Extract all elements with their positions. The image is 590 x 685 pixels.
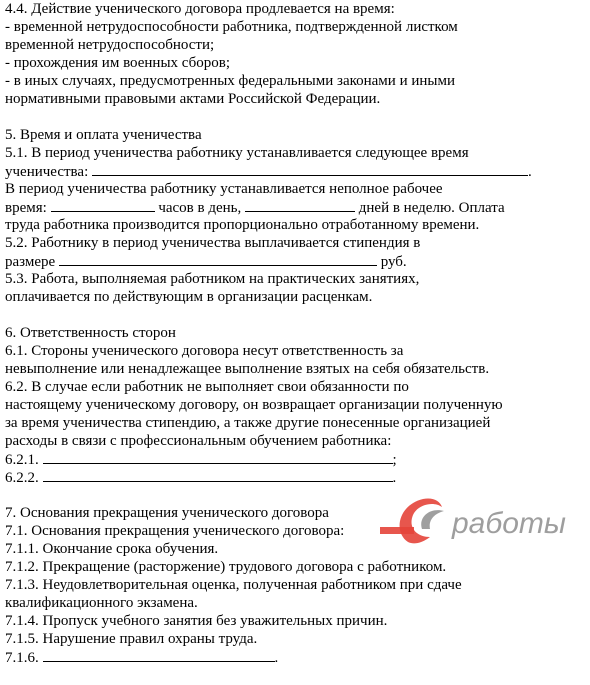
clause-7-1-3: 7.1.3. Неудовлетворительная оценка, полученная работником при сдаче: [5, 577, 462, 593]
clause-4-4-item-1: - временной нетрудоспособности работника, подтвержденной листком: [5, 19, 458, 35]
clause-5-1-label: ученичества:: [5, 164, 93, 180]
clause-6-2-1: [5, 450, 397, 468]
currency-label: руб.: [376, 254, 407, 270]
clause-4-4-item-3: - в иных случаях, предусмотренных федеральными законами и иными: [5, 73, 456, 89]
clause-6-2-line-3: за время ученичества стипендию, а также другие понесенные организацией: [5, 415, 491, 431]
blank-field-stipend-amount[interactable]: [59, 252, 377, 266]
clause-6-2-2: [5, 468, 396, 486]
days-label: дней в неделю. Оплата: [355, 200, 505, 216]
watermark-gray-arc: [421, 510, 444, 529]
clause-7-1-6: [5, 648, 278, 666]
clause-7-1-2: 7.1.2. Прекращение (расторжение) трудового договора с работником.: [5, 559, 447, 575]
time-label: время:: [5, 200, 51, 216]
hours-label: часов в день,: [154, 200, 245, 216]
clause-4-4: 4.4. Действие ученического договора продлевается на время:: [5, 1, 395, 17]
clause-7-1-6-end: .: [274, 650, 279, 666]
clause-7-1-4: 7.1.4. Пропуск учебного занятия без уважительных причин.: [5, 613, 388, 629]
section-6-heading: 6. Ответственность сторон: [5, 325, 176, 341]
blank-field-hours-per-day[interactable]: [51, 198, 155, 212]
section-5-heading: 5. Время и оплата ученичества: [5, 127, 202, 143]
clause-4-4-item-3-cont: нормативными правовыми актами Российской Федерации.: [5, 91, 381, 107]
amount-label: размере: [5, 254, 59, 270]
clause-5-1-part-time: В период ученичества работнику устанавливается неполное рабочее: [5, 181, 443, 197]
clause-6-1: 6.1. Стороны ученического договора несут ответственность за: [5, 343, 404, 359]
clause-5-2: 5.2. Работнику в период ученичества выплачивается стипендия в: [5, 235, 421, 251]
blank-field-6-2-1[interactable]: [43, 450, 393, 464]
clause-6-2-2-number: 6.2.2.: [5, 470, 43, 486]
clause-6-1-line-2: невыполнение или ненадлежащее выполнение взятых на себя обязательств.: [5, 361, 490, 377]
clause-5-3: 5.3. Работа, выполняемая работником на практических занятиях,: [5, 271, 420, 287]
clause-4-4-item-1-cont: временной нетрудоспособности;: [5, 37, 215, 53]
clause-5-3-line-2: оплачивается по действующим в организации расценкам.: [5, 289, 373, 305]
clause-5-1-part-time-line-2: [5, 198, 505, 216]
clause-7-1-6-number: 7.1.6.: [5, 650, 43, 666]
clause-5-2-line-2: [5, 252, 407, 270]
blank-field-study-time[interactable]: [92, 162, 528, 176]
clause-7-1-5: 7.1.5. Нарушение правил охраны труда.: [5, 631, 258, 647]
clause-7-1: 7.1. Основания прекращения ученического договора:: [5, 523, 345, 539]
blank-field-7-1-6[interactable]: [43, 648, 275, 662]
watermark-text: работы: [452, 507, 566, 540]
clause-6-2-1-end: ;: [392, 452, 397, 468]
clause-6-2-line-4: расходы в связи с профессиональным обучением работника:: [5, 433, 392, 449]
section-7-heading: 7. Основания прекращения ученического договора: [5, 505, 329, 521]
clause-4-4-item-2: - прохождения им военных сборов;: [5, 55, 231, 71]
blank-field-6-2-2[interactable]: [43, 468, 393, 482]
clause-6-2-line-2: настоящему ученическому договору, он возвращает организации полученную: [5, 397, 503, 413]
clause-5-1-pay: труда работника производится пропорционально отработанному времени.: [5, 217, 480, 233]
clause-5-1: 5.1. В период ученичества работнику устанавливается следующее время: [5, 145, 469, 161]
clause-6-2-1-number: 6.2.1.: [5, 452, 43, 468]
clause-6-2-2-end: .: [392, 470, 397, 486]
blank-field-days-per-week[interactable]: [245, 198, 355, 212]
watermark-red-bar: [380, 527, 414, 534]
watermark-logo: [378, 487, 588, 557]
clause-5-1-end: .: [528, 164, 532, 180]
clause-7-1-1: 7.1.1. Окончание срока обучения.: [5, 541, 219, 557]
watermark-red-arc: [400, 498, 442, 543]
clause-7-1-3-line-2: квалификационного экзамена.: [5, 595, 198, 611]
clause-6-2: 6.2. В случае если работник не выполняет свои обязанности по: [5, 379, 409, 395]
clause-5-1-line-2: [5, 162, 532, 180]
